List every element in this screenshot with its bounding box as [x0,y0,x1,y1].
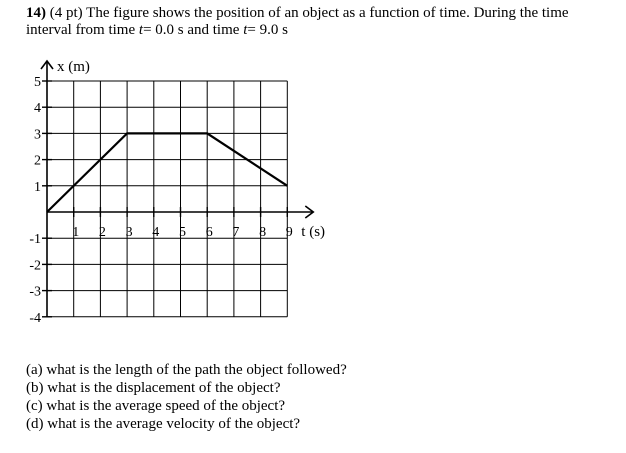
y-tick-label: 3 [34,127,41,143]
question-parts [26,361,347,433]
y-axis-label: x (m) [57,59,90,75]
question-text-1: The figure shows the position of an object as a function of time. During the time [86,5,569,21]
x-tick-label: 2 [98,225,106,240]
y-tick-label: 2 [34,153,41,169]
x-tick-label: 5 [179,225,186,240]
question-eq-start: = 0.0 s and time [143,22,240,38]
part-b: (b) what is the displacement of the object? [26,380,281,396]
x-tick-label: 6 [205,225,213,240]
time-variable-1: t [138,22,144,38]
x-tick-label: 7 [232,225,240,240]
x-tick-label: 4 [152,225,160,240]
y-tick-label: 4 [34,101,41,117]
x-tick-label: 3 [125,225,133,240]
part-c: (c) what is the average speed of the object? [26,398,286,414]
y-tick-label: -4 [29,310,41,326]
y-tick-label: 5 [34,75,41,90]
question-text-2: interval from time [26,22,136,38]
part-a: (a) what is the length of the path the object followed? [26,362,347,378]
time-variable-2: t [243,22,248,38]
x-tick-label: 9 [285,225,293,240]
x-tick-label: 8 [259,225,267,240]
y-tick-label: -2 [29,258,41,274]
y-tick-label: 1 [34,179,41,195]
question-eq-end: = 9.0 s [247,22,288,38]
x-tick-label: 1 [72,225,80,240]
part-d: (d) what is the average velocity of the object? [26,416,301,432]
x-axis-label: t (s) [301,224,326,240]
y-tick-label: -1 [29,232,41,248]
position-series-line [47,133,287,212]
question-number: 14) [26,5,46,21]
y-tick-label: -3 [29,284,41,300]
question-points: (4 pt) [49,5,83,21]
